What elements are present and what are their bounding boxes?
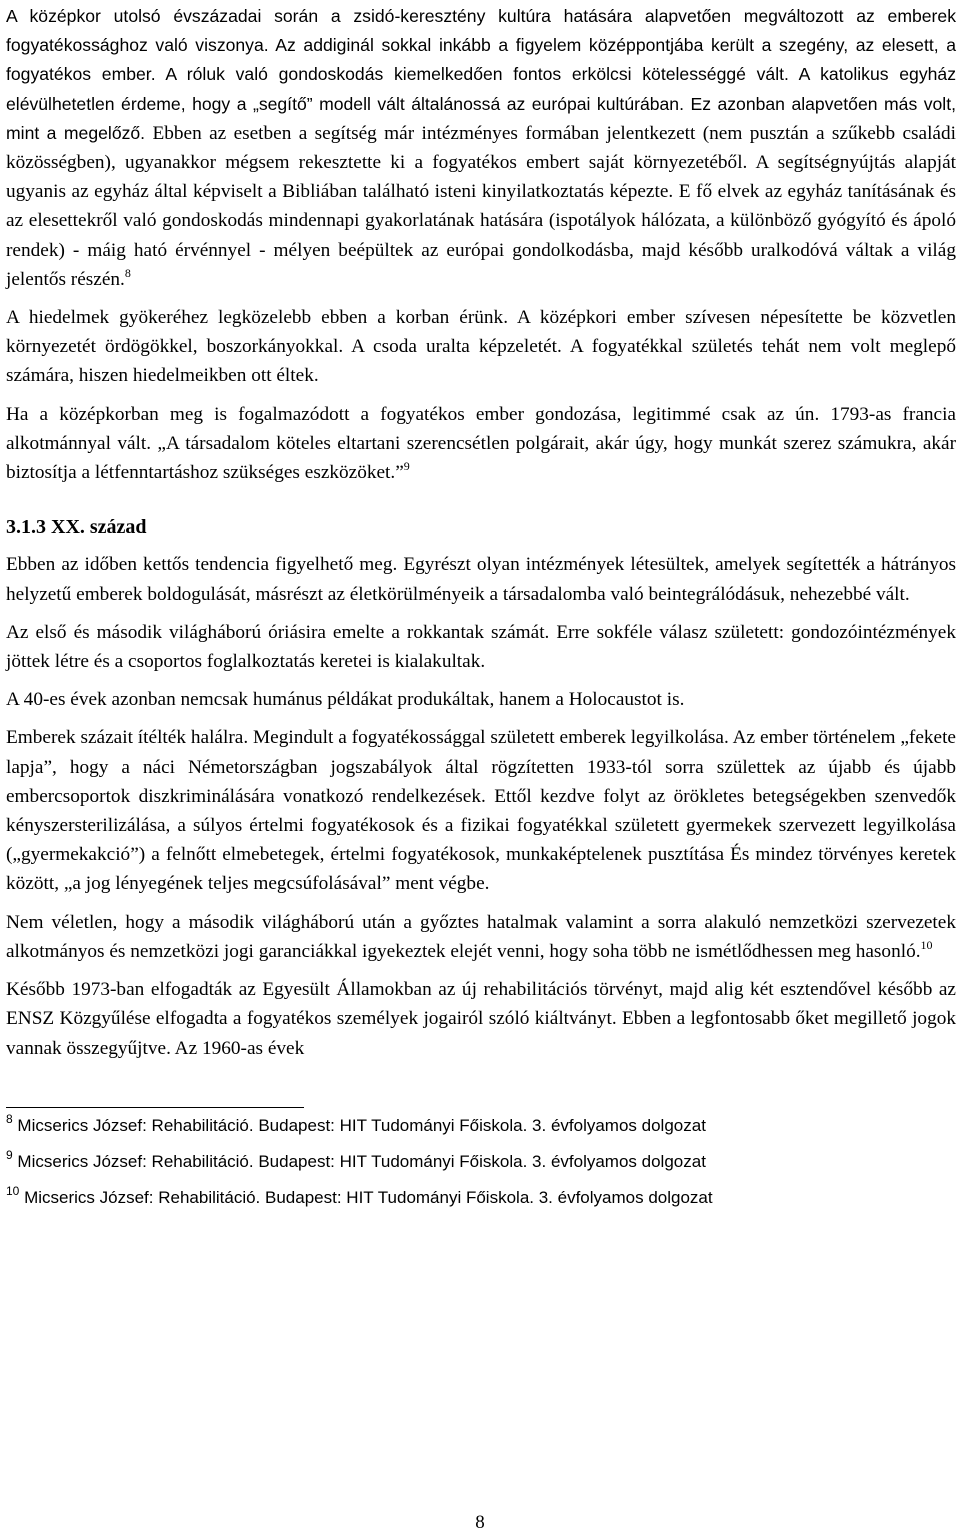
- paragraph-text: Ha a középkorban meg is fogalmazódott a fogyatékos ember gondozása, legitimmé csak az ún. 1793-as francia alkotmánnyal vált. „A társadalom köteles eltartani szerencsétlen polgárait, akár úgy, hogy munkát szerez számukra, akár biztosítja a létfenntartáshoz szükséges eszközöket.”: [6, 403, 956, 484]
- footnote-ref-9[interactable]: 9: [403, 459, 410, 474]
- paragraph-beliefs: A hiedelmek gyökeréhez legközelebb ebben a korban érünk. A középkori ember szívesen népesítette be közvetlen környezetét ördögökkel, boszorkányokkal. A csoda uralta képzeletét. A fogyatékkal születés tehát nem volt meglepő számára, hiszen hiedelmeikben ott éltek.: [6, 307, 956, 387]
- document-page: [6, 2, 956, 1224]
- paragraph-text-sans: A középkor utolsó évszázadai során a zsidó-keresztény kultúra hatására alapvetően megváltozott az emberek fogyatékossághoz való viszonya. Az addiginál sokkal inkább a figyelem középpontjába került a szegény, az elesett, a fogyatékos ember. A róluk való gondoskodás kiemelkedően fontos erkölcsi kötelességgé vált. A katolikus egyház elévülhetetlen érdeme, hogy a „segítő” modell vált általánossá az európai kultúrában. Ez azonban alapvetően más volt, mint a megelőző.: [6, 6, 956, 143]
- section-heading: 3.1.3 XX. század: [6, 516, 147, 539]
- paragraph-french-constitution: [6, 400, 956, 488]
- footnote-8: [6, 1111, 956, 1136]
- page-number: 8: [475, 1512, 485, 1533]
- paragraph-text: A segítségnyújtás alapját ugyanis az egyház által képviselt a Bibliában található isteni kinyilatkoztatás képezte. E fő elvek az egyház tanításának és az elesettekről való gondoskodás mindennapi gyakorlatának hatására (ispotályok hálózata, a különböző gyógyító és ápoló rendek) - máig ható érvénnyel - mélyen beépültek az európai gondolkodásba, majd később uralkodóvá váltak a világ jelentős részén.: [6, 152, 957, 290]
- paragraph-holocaust: A 40-es évek azonban nemcsak humánus példákat produkáltak, hanem a Holocaustot is.: [6, 689, 685, 711]
- paragraph-after-war: [6, 908, 956, 966]
- footnote-number: 8: [6, 1111, 13, 1126]
- paragraph-killings: Emberek százait ítélték halálra. Megindult a fogyatékossággal született emberek legyilkolása. Az ember történelem „fekete lapja”, hogy a náci Németországban jogszabályok által rögzítetten 1933-tól sorra születtek az újabb és újabb embercsoportok diszkriminálására vonatkozó rendelkezések. Ettől kezdve folyt az örökletes betegségekben szenvedők kényszersterilizálása, a súlyos értelmi fogyatékosok és a fizikai fogyatékkal született gyermekek szervezett legyilkolása („gyermekakció”) a felnőtt elmebetegek, értelmi fogyatékosok, munkaképtelenek pusztítása És mindez törvényes keretek között, „a jog lényegének teljes megcsúfolásával” ment végbe.: [6, 727, 956, 895]
- paragraph-world-wars: Az első és második világháború óriásira emelte a rokkantak számát. Erre sokféle válasz született: gondozóintézmények jöttek létre és a csoportos foglalkoztatás keretei is kialakultak.: [6, 621, 956, 673]
- footnote-number: 9: [6, 1147, 13, 1162]
- footnote-number: 10: [6, 1183, 20, 1198]
- footnote-ref-8[interactable]: 8: [124, 265, 131, 280]
- paragraph-text: Ebben az esetben a segítség már intézményes formában jelentkezett (nem pusztán a szűkebb családi közösségben), ugyanakkor mégsem rekesztette ki a fogyatékos embert saját környezetéből.: [6, 122, 956, 174]
- footnote-text: Micserics József: Rehabilitáció. Budapest: HIT Tudományi Főiskola. 3. évfolyamos dolgozat: [24, 1187, 713, 1207]
- paragraph-dual-tendency: Ebben az időben kettős tendencia figyelhető meg. Egyrészt olyan intézmények létesültek, amelyek segítették a hátrányos helyzetű emberek boldogulását, másrészt az életkörülményeik a társadalomba való beintegrálódásuk, nehezebbé vált.: [6, 554, 956, 605]
- paragraph-rehabilitation-law: Később 1973-ban elfogadták az Egyesült Államokban az új rehabilitációs törvényt, majd alig két esztendővel később az ENSZ Közgyűlése elfogadta a fogyatékos személyek jogairól szóló kiáltványt. Ebben a legfontosabb őket megillető jogok vannak összegyűjtve. Az 1960-as évek: [6, 979, 956, 1059]
- footnote-text: Micserics József: Rehabilitáció. Budapest: HIT Tudományi Főiskola. 3. évfolyamos dolgozat: [17, 1115, 706, 1135]
- footnote-text: Micserics József: Rehabilitáció. Budapest: HIT Tudományi Főiskola. 3. évfolyamos dolgozat: [17, 1151, 706, 1171]
- footnote-divider: [6, 1107, 304, 1108]
- footnote-9: [6, 1147, 956, 1172]
- paragraph-text: Nem véletlen, hogy a második világháború után a győztes hatalmak valamint a sorra alakuló nemzetközi szervezetek alkotmányos és nemzetközi jogi garanciákkal igyekeztek elejét venni, hogy soha több ne ismétlődhessen meg hasonló.: [6, 911, 956, 962]
- footnote-ref-10[interactable]: 10: [920, 937, 933, 952]
- paragraph-middle-ages: [6, 2, 956, 294]
- footnote-10: [6, 1183, 956, 1208]
